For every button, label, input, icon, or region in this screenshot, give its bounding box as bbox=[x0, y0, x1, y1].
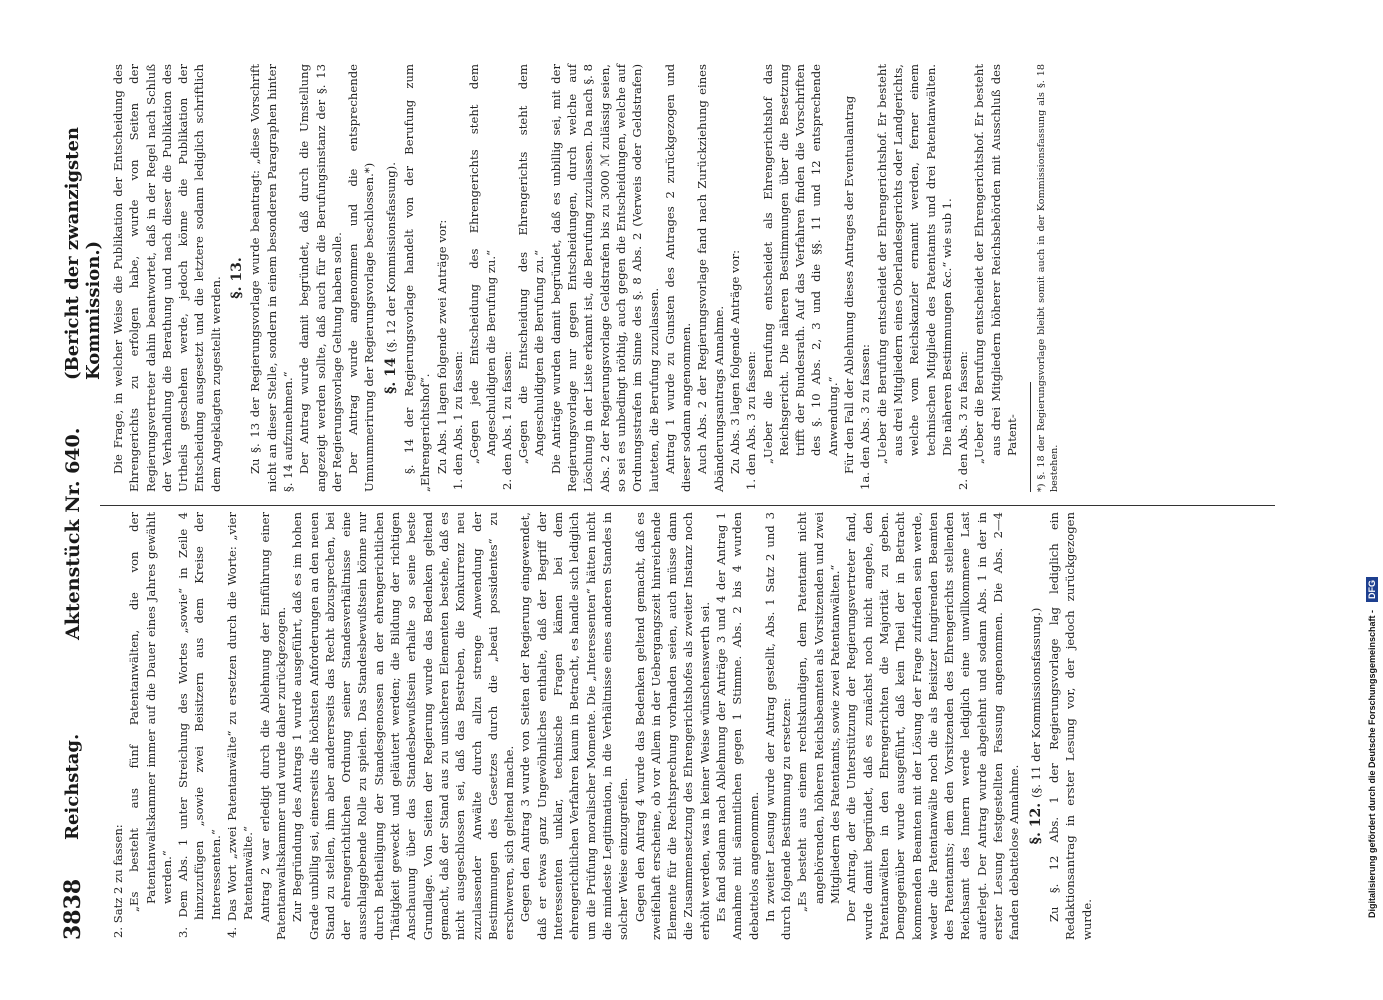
paragraph: Gegen den Antrag 4 wurde das Bedenken geltend gemacht, daß es zweifelhaft erscheine, ob vor Allem in der Uebergangszeit hinreichende Elemente für die Rechtsprechung vorhanden seien, auch müsse dann die Zusammensetzung des Ehrengerichtshofes als zweiter Instanz noch erhöht werden, was in keiner Weise wünschenswerth sei. bbox=[632, 512, 712, 940]
paragraph: Für den Fall der Ablehnung dieses Antrages der Eventualantrag bbox=[842, 95, 857, 474]
paragraph: 1. den Abs. 3 zu fassen: bbox=[744, 351, 759, 490]
paragraph: Die Frage, in welcher Weise die Publikation der Entscheidung des Ehrengerichts zu erfolgen habe, wurde von Seiten der Regierungsvertreter dahin beantwortet, daß in der Regel nach Schluß der Verhandlung die Berathung und nach dieser die Publikation des Urtheils geschehen werde, jedoch könne die Publikation der Entscheidung ausgesetzt und die letztere sodann lediglich schriftlich dem Angeklagten zugestellt werden. bbox=[111, 64, 223, 492]
paragraph: §. 14 der Regierungsvorlage handelt von der Berufung zum „Ehrengerichtshof“. bbox=[402, 64, 433, 492]
section-note: (§. 11 der Kommissionsfassung.) bbox=[1028, 607, 1043, 799]
quote: „Es besteht aus einem rechtskundigen, dem Patentamt nicht angehörenden, höheren Reichsbeamten als Vorsitzenden und zwei Mitgliedern des Patentamts, sowie zwei Patentanwälten.“ bbox=[795, 512, 843, 912]
header-right-title: (Bericht der zwanzigsten Kommission.) bbox=[62, 126, 104, 380]
quote: „Gegen jede Entscheidung des Ehrengerichts steht dem Angeschuldigten die Berufung zu.“ bbox=[467, 64, 498, 464]
paragraph: Antrag 2 war erledigt durch die Ablehnung der Einführung einer Patentanwaltskammer und wurde daher zurückgezogen. bbox=[257, 512, 288, 940]
paragraph: Zu Abs. 3 lagen folgende Anträge vor: bbox=[727, 249, 742, 474]
paragraph: 1a. den Abs. 3 zu fassen: bbox=[858, 344, 873, 490]
dfg-logo: DFG bbox=[1366, 577, 1378, 602]
digitization-strip bbox=[1364, 8, 1380, 998]
page-number: 3838 bbox=[60, 878, 86, 940]
digitization-note bbox=[1366, 8, 1378, 998]
paragraph: Zu Abs. 1 lagen folgende zwei Anträge vor: bbox=[434, 219, 449, 474]
quote: „Ueber die Berufung entscheidet als Ehrengerichtshof das Reichsgericht. Die näheren Bestimmungen über die Besetzung trifft der Bundesrath. Auf das Verfahren finden die Vorschriften des §. 10 Abs. 2, 3 und die §§. 11 und 12 entsprechende Anwendung.“ bbox=[760, 64, 840, 464]
paragraph: Gegen den Antrag 3 wurde von Seiten der Regierung eingewendet, daß er etwas ganz Ungewöhnliches enthalte, daß der Begriff der Interessenten unklar, technische Fragen kämen bei dem ehrengerichtlichen Verfahren kaum in Betracht, es handle sich lediglich um die Prüfung moralischer Momente. Die „Interessenten“ hätten nicht die mindeste Legitimation, in die Verhältnisse eines anderen Standes in solcher Weise einzugreifen. bbox=[518, 512, 631, 940]
paragraph: 1. den Abs. 1 zu fassen: bbox=[450, 351, 465, 490]
footnote-rule bbox=[1030, 382, 1031, 492]
paragraph: Der Antrag, der die Unterstützung der Regierungsvertreter fand, wurde damit begründet, daß es zunächst noch nicht angehe, den Patentanwälten in den Ehrengerichten die Majorität zu geben. Demgegenüber wurde ausgeführt, daß kein Theil der in Betracht kommenden Beamten mit der Lösung der Frage zufrieden sein werde, weder die Patentanwälte noch die als Beisitzer fungirenden Beamten des Patentamts; dem den Vorsitzenden des Ehrengerichts stellenden Reichsamt des Innern werde lediglich eine unwillkommene Last auferlegt. Der Antrag wurde abgelehnt und sodann Abs. 1 in der in erster Lesung festgestellten Fassung angenommen. Die Abs. 2—4 fanden debattelose Annahme. bbox=[844, 512, 1022, 940]
paragraph: 2. den Abs. 3 zu fassen: bbox=[956, 351, 971, 490]
left-column bbox=[110, 512, 1095, 940]
header-center-title: Aktenstück Nr. 640. bbox=[62, 427, 84, 640]
paragraph: In zweiter Lesung wurde der Antrag gestellt, Abs. 1 Satz 2 und 3 durch folgende Bestimmung zu ersetzen: bbox=[762, 512, 794, 940]
paragraph: Der Antrag wurde damit begründet, daß durch die Umstellung angezeigt werden sollte, daß auch für die Berufungsinstanz der §. 13 der Regierungsvorlage Geltung haben solle. bbox=[297, 64, 344, 492]
paragraph: Antrag 1 wurde zu Gunsten des Antrages 2 zurückgezogen und dieser sodann angenommen. bbox=[662, 64, 694, 492]
quote: „Es besteht aus fünf Patentanwälten, die von der Patentanwaltskammer immer auf die Dauer eines Jahres gewählt werden.“ bbox=[127, 512, 174, 912]
paragraph: 4. Das Wort „zwei Patentanwälte“ zu ersetzen durch die Worte: „vier Patentanwälte.“ bbox=[225, 512, 256, 938]
section-number: §. 13. bbox=[229, 257, 246, 299]
right-column bbox=[110, 64, 1061, 492]
paragraph: 2. den Abs. 1 zu fassen: bbox=[499, 351, 514, 490]
quote: „Gegen die Entscheidung des Ehrengerichts steht dem Angeschuldigten die Berufung zu.“ bbox=[516, 64, 547, 464]
quote: „Ueber die Berufung entscheidet der Ehrengerichtshof. Er besteht aus drei Mitgliedern höherer Reichsbehörden mit Ausschluß des Patent- bbox=[972, 64, 1020, 464]
page-header bbox=[54, 50, 104, 940]
paragraph: Der Antrag wurde angenommen und die entsprechende Umnummerirung der Regierungsvorlage beschlossen.*) bbox=[346, 64, 377, 492]
section-heading bbox=[229, 64, 245, 492]
paragraph: Es fand sodann nach Ablehnung der Anträge 3 und 4 der Antrag 1 Annahme mit sämmtlichen gegen 1 Stimme. Abs. 2 bis 4 wurden debattelos angenommen. bbox=[713, 512, 761, 940]
paragraph: Die Anträge wurden damit begründet, daß es unbillig sei, mit der Regierungsvorlage nur gegen Entscheidungen, durch welche auf Löschung in der Liste erkannt ist, die Berufung zuzulassen. Da nach §. 8 Abs. 2 der Regierungsvorlage Geldstrafen bis zu 3000 ℳ zulässig seien, so sei es unbedingt nöthig, auch gegen die Entscheidungen, welche auf Ordnungsstrafen im Sinne des §. 8 Abs. 2 (Verweis oder Geldstrafen) lauteten, die Berufung zuzulassen. bbox=[548, 64, 661, 492]
digitization-text: Digitalisierung gefördert durch die Deutsche Forschungsgemeinschaft - bbox=[1367, 609, 1377, 918]
paragraph: Zur Begründung des Antrags 1 wurde ausgeführt, daß es im hohen Grade unbillig sei, einerseits die höchsten Anforderungen an den neuen Stand zu stellen, ihm aber andererseits das Recht abzusprechen, bei der ehrengerichtlichen Ordnung seiner Standesverhältnisse eine ausschlaggebende Rolle zu spielen. Das Standesbewußtsein könne nur durch Betheiligung der Standesgenossen an der ehrengerichtlichen Thätigkeit geweckt und geläutert werden; die Bildung der richtigen Anschauung über das Standesbewußtsein erhalte so seine beste Grundlage. Von Seiten der Regierung wurde das Bedenken geltend gemacht, daß der Stand aus zu unsicheren Elementen bestehe, daß es nicht ausgeschlossen sei, daß das Bestreben, die Konkurrenz neu zuzulassender Anwälte durch allzu strenge Anwendung der Bestimmungen des Gesetzes durch die „beati possidentes“ zu erschweren, sich geltend mache. bbox=[290, 512, 517, 940]
quote: „Ueber die Berufung entscheidet der Ehrengerichtshof. Er besteht aus drei Mitgliedern eines Oberlandesgerichts oder Landgerichts, welche vom Reichskanzler ernannt werden, ferner einem technischen Mitgliede des Patentamts und drei Patentanwälten. Die näheren Bestimmungen &c.“ wie sub 1. bbox=[874, 64, 954, 464]
section-heading bbox=[383, 64, 399, 492]
paragraph: Zu §. 13 der Regierungsvorlage wurde beantragt: „diese Vorschrift nicht an dieser Stelle, sondern in einem besonderen Paragraphen hinter §. 14 aufzunehmen.“ bbox=[248, 64, 295, 492]
section-note: (§. 12 der Kommissionsfassung). bbox=[383, 162, 398, 353]
column-divider bbox=[100, 505, 1275, 506]
paragraph: Auch Abs. 2 der Regierungsvorlage fand nach Zurückziehung eines Abänderungsantrags Annahme. bbox=[695, 64, 726, 492]
paragraph: Zu §. 12 Abs. 1 der Regierungsvorlage lag lediglich ein Redaktionsantrag in erster Lesung vor, der jedoch zurückgezogen wurde. bbox=[1046, 512, 1094, 940]
paragraph: 3. Dem Abs. 1 unter Streichung des Wortes „sowie“ in Zeile 4 hinzuzufügen „sowie zwei Beisitzern aus dem Kreise der Interessenten.“ bbox=[176, 512, 223, 938]
section-heading bbox=[1028, 512, 1044, 940]
footnote: *) §. 18 der Regierungsvorlage bleibt somit auch in der Kommissionsfassung als §. 18 bestehen. bbox=[1036, 64, 1061, 492]
section-number: §. 14 bbox=[382, 357, 399, 394]
header-left-title: Reichstag. bbox=[62, 733, 83, 840]
paragraph: 2. Satz 2 zu fassen: bbox=[111, 824, 125, 938]
section-number: §. 12. bbox=[1027, 802, 1044, 845]
